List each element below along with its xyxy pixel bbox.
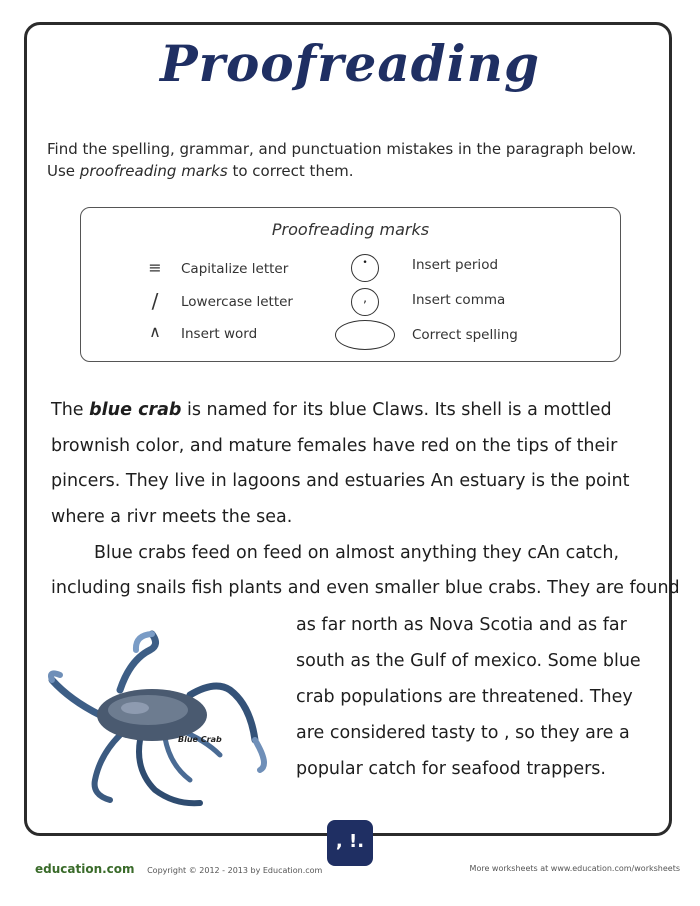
- passage-line: crab populations are threatened. They: [296, 687, 633, 707]
- passage-line-1-end: is named for its blue Claws. Its shell is a mottled: [181, 400, 612, 420]
- education-logo: education.com: [35, 862, 135, 876]
- mark-label-lowercase: Lowercase letter: [181, 294, 293, 310]
- caret-symbol-icon: ∧: [149, 322, 161, 341]
- instructions-emphasis: proofreading marks: [79, 162, 228, 180]
- insert-comma-mark: ,: [363, 291, 367, 305]
- passage-line: popular catch for seafood trappers.: [296, 759, 606, 779]
- passage-bold-term: blue crab: [89, 400, 182, 420]
- passage-line-1-start: The: [51, 400, 90, 420]
- passage-line: south as the Gulf of mexico. Some blue: [296, 651, 641, 671]
- instructions-line-2: [47, 160, 657, 182]
- capitalize-symbol-icon: ≡: [148, 258, 162, 277]
- footer-copyright: Copyright © 2012 - 2013 by Education.com: [147, 866, 323, 875]
- instructions-line-1: Find the spelling, grammar, and punctuation mistakes in the paragraph below.: [47, 140, 637, 158]
- crab-caption: Blue Crab: [178, 735, 222, 744]
- mark-label-insert-word: Insert word: [181, 326, 258, 342]
- mark-label-insert-comma: Insert comma: [412, 292, 506, 308]
- page-title: Proofreading: [160, 34, 540, 93]
- passage-line: as far north as Nova Scotia and as far: [296, 615, 627, 635]
- instructions: [47, 138, 657, 182]
- proofreading-marks-box: [80, 207, 621, 362]
- footer-left: [35, 862, 322, 876]
- insert-period-circle-icon: [351, 254, 379, 282]
- passage-line: brownish color, and mature females have red on the tips of their: [51, 436, 618, 456]
- instructions-line-2-prefix: Use: [47, 162, 80, 180]
- insert-period-dot: •: [362, 258, 368, 268]
- passage-line: [51, 400, 612, 420]
- correct-spelling-oval-icon: [335, 320, 395, 350]
- instructions-line-2-suffix: to correct them.: [227, 162, 354, 180]
- insert-comma-circle-icon: [351, 288, 379, 316]
- passage-line: pincers. They live in lagoons and estuaries An estuary is the point: [51, 471, 630, 491]
- lowercase-symbol-icon: /: [151, 289, 159, 313]
- mark-label-insert-period: Insert period: [412, 257, 499, 273]
- footer-more-worksheets: More worksheets at www.education.com/worksheets: [469, 864, 680, 873]
- marks-heading: Proofreading marks: [271, 220, 430, 239]
- passage-line: including snails fish plants and even smaller blue crabs. They are found: [51, 578, 680, 598]
- mark-label-correct-spelling: Correct spelling: [412, 327, 518, 343]
- passage-line: Blue crabs feed on feed on almost anything they cAn catch,: [94, 543, 620, 563]
- blue-crab-image: [40, 620, 280, 820]
- punctuation-badge: , !.: [327, 820, 373, 866]
- mark-label-capitalize: Capitalize letter: [181, 261, 289, 277]
- crab-illustration-icon: [40, 620, 280, 820]
- passage-line: are considered tasty to , so they are a: [296, 723, 630, 743]
- passage-line: where a rivr meets the sea.: [51, 507, 293, 527]
